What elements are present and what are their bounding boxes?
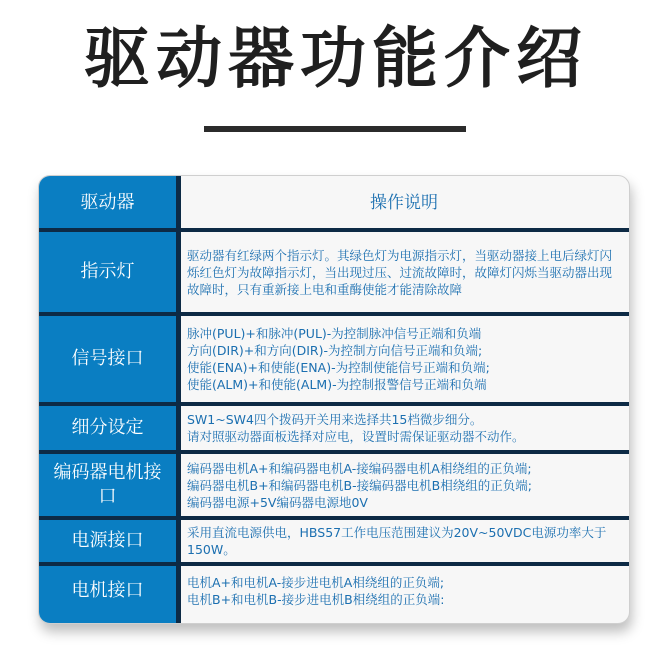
description-line: 电机A+和电机A-接步进电机A相绕组的正负端; (187, 575, 445, 590)
title-underline (204, 126, 466, 132)
header-label-instructions: 操作说明 (370, 192, 438, 213)
row-label: 电机接口 (71, 580, 144, 601)
row-label: 指示灯 (80, 261, 135, 282)
description-line: 方向(DIR)+和方向(DIR)-为控制方向信号正端和负端; (187, 343, 483, 358)
description-line: 使能(ALM)+和使能(ALM)-为控制报警信号正端和负端 (187, 377, 487, 392)
row-description (187, 232, 621, 312)
row-description (187, 454, 621, 516)
description-line: SW1~SW4四个拨码开关用来选择共15档微步细分。 (187, 412, 483, 427)
description-line: 编码器电机A+和编码器电机A-接编码器电机A相绕组的正负端; (187, 460, 532, 476)
table-row-encoder-motor-interface (39, 454, 629, 516)
description-line: 请对照驱动器面板选择对应电，设置时需保证驱动器不动作。 (187, 429, 525, 444)
header-label-driver: 驱动器 (80, 192, 135, 213)
row-description (187, 566, 621, 616)
description-line: 电机B+和电机B-接步进电机B相绕组的正负端: (187, 592, 445, 607)
row-description (187, 520, 621, 562)
description-text: 驱动器有红绿两个指示灯。其绿色灯为电源指示灯，当驱动器接上电后绿灯闪烁红色灯为故障指示灯，当出现过压、过流故障时，故障灯闪烁当驱动器出现故障时，只有重新接上电和重酶使能才能清除故障 (187, 247, 613, 297)
function-table (38, 175, 630, 624)
table-header-row (39, 176, 629, 230)
row-description (187, 316, 621, 402)
page-title: 驱动器功能介绍 (84, 20, 588, 97)
description-line: 编码器电机B+和编码器电机B-接编码器电机B相绕组的正负端; (187, 477, 532, 493)
table-row-motor-interface (39, 566, 629, 616)
row-description (187, 406, 621, 450)
table-row-signal-interface (39, 316, 629, 402)
table-row-power-interface (39, 520, 629, 562)
row-label: 电源接口 (71, 530, 144, 551)
row-label: 信号接口 (71, 348, 144, 369)
description-line: 编码器电源+5V编码器电源地0V (187, 494, 368, 510)
description-text: 采用直流电源供电，HBS57工作电压范围建议为20V~50VDC电源功率大于150W。 (187, 525, 607, 557)
row-label: 细分设定 (71, 417, 144, 438)
description-line: 使能(ENA)+和使能(ENA)-为控制使能信号正端和负端; (187, 360, 490, 375)
description-line: 脉冲(PUL)+和脉冲(PUL)-为控制脉冲信号正端和负端 (187, 326, 482, 341)
row-label: 编码器电机接口 (53, 462, 162, 507)
table-row-microstep-setting (39, 406, 629, 450)
table-row-indicator (39, 232, 629, 312)
